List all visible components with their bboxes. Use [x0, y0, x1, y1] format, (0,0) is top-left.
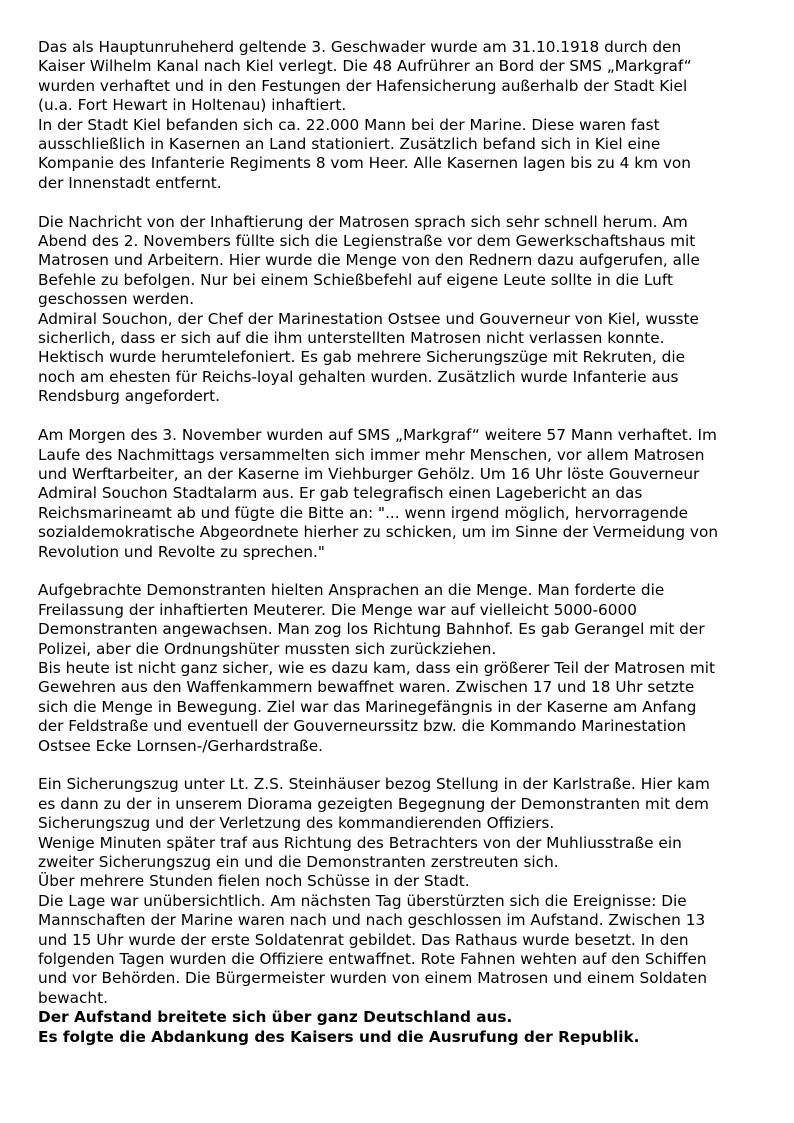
text-line: geschossen werden. [38, 290, 195, 309]
text-line: Demonstranten angewachsen. Man zog los Richtung Bahnhof. Es gab Gerangel mit der [38, 620, 705, 639]
text-line: es dann zu der in unserem Diorama gezeigten Begegnung der Demonstranten mit dem [38, 794, 709, 813]
text-line: folgenden Tagen wurden die Offiziere entwaffnet. Rote Fahnen wehten auf den Schiffen [38, 950, 707, 969]
text-line: Die Lage war unübersichtlich. Am nächsten Tag überstürzten sich die Ereignisse: Die [38, 891, 687, 910]
text-line: zweiter Sicherungszug ein und die Demonstranten zerstreuten sich. [38, 853, 559, 871]
text-line: (u.a. Fort Hewart in Holtenau) inhaftiert. [38, 96, 347, 115]
text-line: und vor Behörden. Die Bürgermeister wurden von einem Matrosen und einem Soldaten [38, 969, 708, 988]
bold-conclusion-line: Es folgte die Abdankung des Kaisers und die Ausrufung der Republik. [38, 1027, 640, 1046]
text-line: Aufgebrachte Demonstranten hielten Ansprachen an die Menge. Man forderte die [38, 581, 665, 600]
text-line: Am Morgen des 3. November wurden auf SMS „Markgraf“ weitere 57 Mann verhaftet. Im [38, 426, 717, 445]
text-line: Freilassung der inhaftierten Meuterer. Die Menge war auf vielleicht 5000-6000 [38, 600, 637, 619]
paragraph-2 [38, 213, 758, 407]
text-line: Hektisch wurde herumtelefoniert. Es gab mehrere Sicherungszüge mit Rekruten, die [38, 348, 686, 367]
text-line: Gewehren aus den Waffenkammern bewaffnet waren. Zwischen 17 und 18 Uhr setzte [38, 678, 695, 697]
text-line: Kompanie des Infanterie Regiments 8 vom Heer. Alle Kasernen lagen bis zu 4 km von [38, 154, 691, 173]
text-line: Die Nachricht von der Inhaftierung der Matrosen sprach sich sehr schnell herum. Am [38, 212, 688, 231]
text-line: Bis heute ist nicht ganz sicher, wie es dazu kam, dass ein größerer Teil der Matrosen mit [38, 658, 716, 677]
text-line: sich die Menge in Bewegung. Ziel war das Marinegefängnis in der Kaserne am Anfang [38, 697, 697, 716]
text-line: Polizei, aber die Ordnungshüter mussten sich zurückziehen. [38, 639, 497, 658]
text-line: Laufe des Nachmittags versammelten sich immer mehr Menschen, vor allem Matrosen [38, 445, 705, 464]
text-line: noch am ehesten für Reichs-loyal gehalten wurden. Zusätzlich wurde Infanterie aus [38, 367, 679, 386]
paragraph-4 [38, 581, 758, 756]
text-line: und Werftarbeiter, an der Kaserne im Viehburger Gehölz. Um 16 Uhr löste Gouverneur [38, 464, 700, 483]
text-line: sozialdemokratische Abgeordnete hierher zu schicken, um im Sinne der Vermeidung von [38, 523, 719, 542]
text-line: Abend des 2. Novembers füllte sich die Legienstraße vor dem Gewerkschaftshaus mit [38, 232, 696, 251]
text-line: Kaiser Wilhelm Kanal nach Kiel verlegt. Die 48 Aufrührer an Bord der SMS „Markgraf“ [38, 57, 692, 76]
text-line: sicherlich, dass er sich auf die ihm unterstellten Matrosen nicht verlassen konnte. [38, 329, 665, 348]
text-line: Reichsmarineamt ab und fügte die Bitte an: "... wenn irgend möglich, hervorragende [38, 503, 689, 522]
paragraph-5 [38, 775, 758, 1047]
text-line: Ein Sicherungszug unter Lt. Z.S. Steinhäuser bezog Stellung in der Karlstraße. Hier kam [38, 775, 710, 794]
text-line: Wenige Minuten später traf aus Richtung des Betrachters von der Muhliusstraße ein [38, 833, 682, 852]
bold-conclusion-line: Der Aufstand breitete sich über ganz Deutschland aus. [38, 1008, 513, 1027]
text-line: Über mehrere Stunden fielen noch Schüsse in der Stadt. [38, 872, 470, 891]
text-line: ausschließlich in Kasernen an Land stationiert. Zusätzlich befand sich in Kiel eine [38, 135, 661, 154]
paragraph-3 [38, 426, 758, 562]
text-line: Rendsburg angefordert. [38, 387, 220, 406]
text-line: und 15 Uhr wurde der erste Soldatenrat gebildet. Das Rathaus wurde besetzt. In den [38, 930, 689, 949]
text-line: Revolution und Revolte zu sprechen." [38, 542, 325, 561]
text-line: Ostsee Ecke Lornsen-/Gerhardstraße. [38, 736, 324, 755]
text-line: wurden verhaftet und in den Festungen der Hafensicherung außerhalb der Stadt Kiel [38, 76, 688, 95]
text-line: der Feldstraße und eventuell der Gouverneurssitz bzw. die Kommando Marinestation [38, 717, 687, 736]
text-line: Admiral Souchon Stadtalarm aus. Er gab telegrafisch einen Lagebericht an das [38, 484, 643, 503]
document-page [38, 38, 758, 1047]
text-line: Admiral Souchon, der Chef der Marinestation Ostsee und Gouverneur von Kiel, wusste [38, 309, 699, 328]
text-line: Matrosen und Arbeitern. Hier wurde die Menge von den Rednern dazu aufgerufen, alle [38, 251, 700, 270]
text-line: Mannschaften der Marine waren nach und nach geschlossen im Aufstand. Zwischen 13 [38, 911, 706, 930]
text-line: Befehle zu befolgen. Nur bei einem Schießbefehl auf eigene Leute sollte in die Luft [38, 270, 673, 289]
text-line: Das als Hauptunruheherd geltende 3. Geschwader wurde am 31.10.1918 durch den [38, 38, 682, 56]
text-line: der Innenstadt entfernt. [38, 173, 222, 192]
paragraph-1 [38, 38, 758, 193]
text-line: bewacht. [38, 988, 108, 1007]
text-line: In der Stadt Kiel befanden sich ca. 22.000 Mann bei der Marine. Diese waren fast [38, 115, 660, 134]
text-line: Sicherungszug und der Verletzung des kommandierenden Offiziers. [38, 814, 555, 833]
